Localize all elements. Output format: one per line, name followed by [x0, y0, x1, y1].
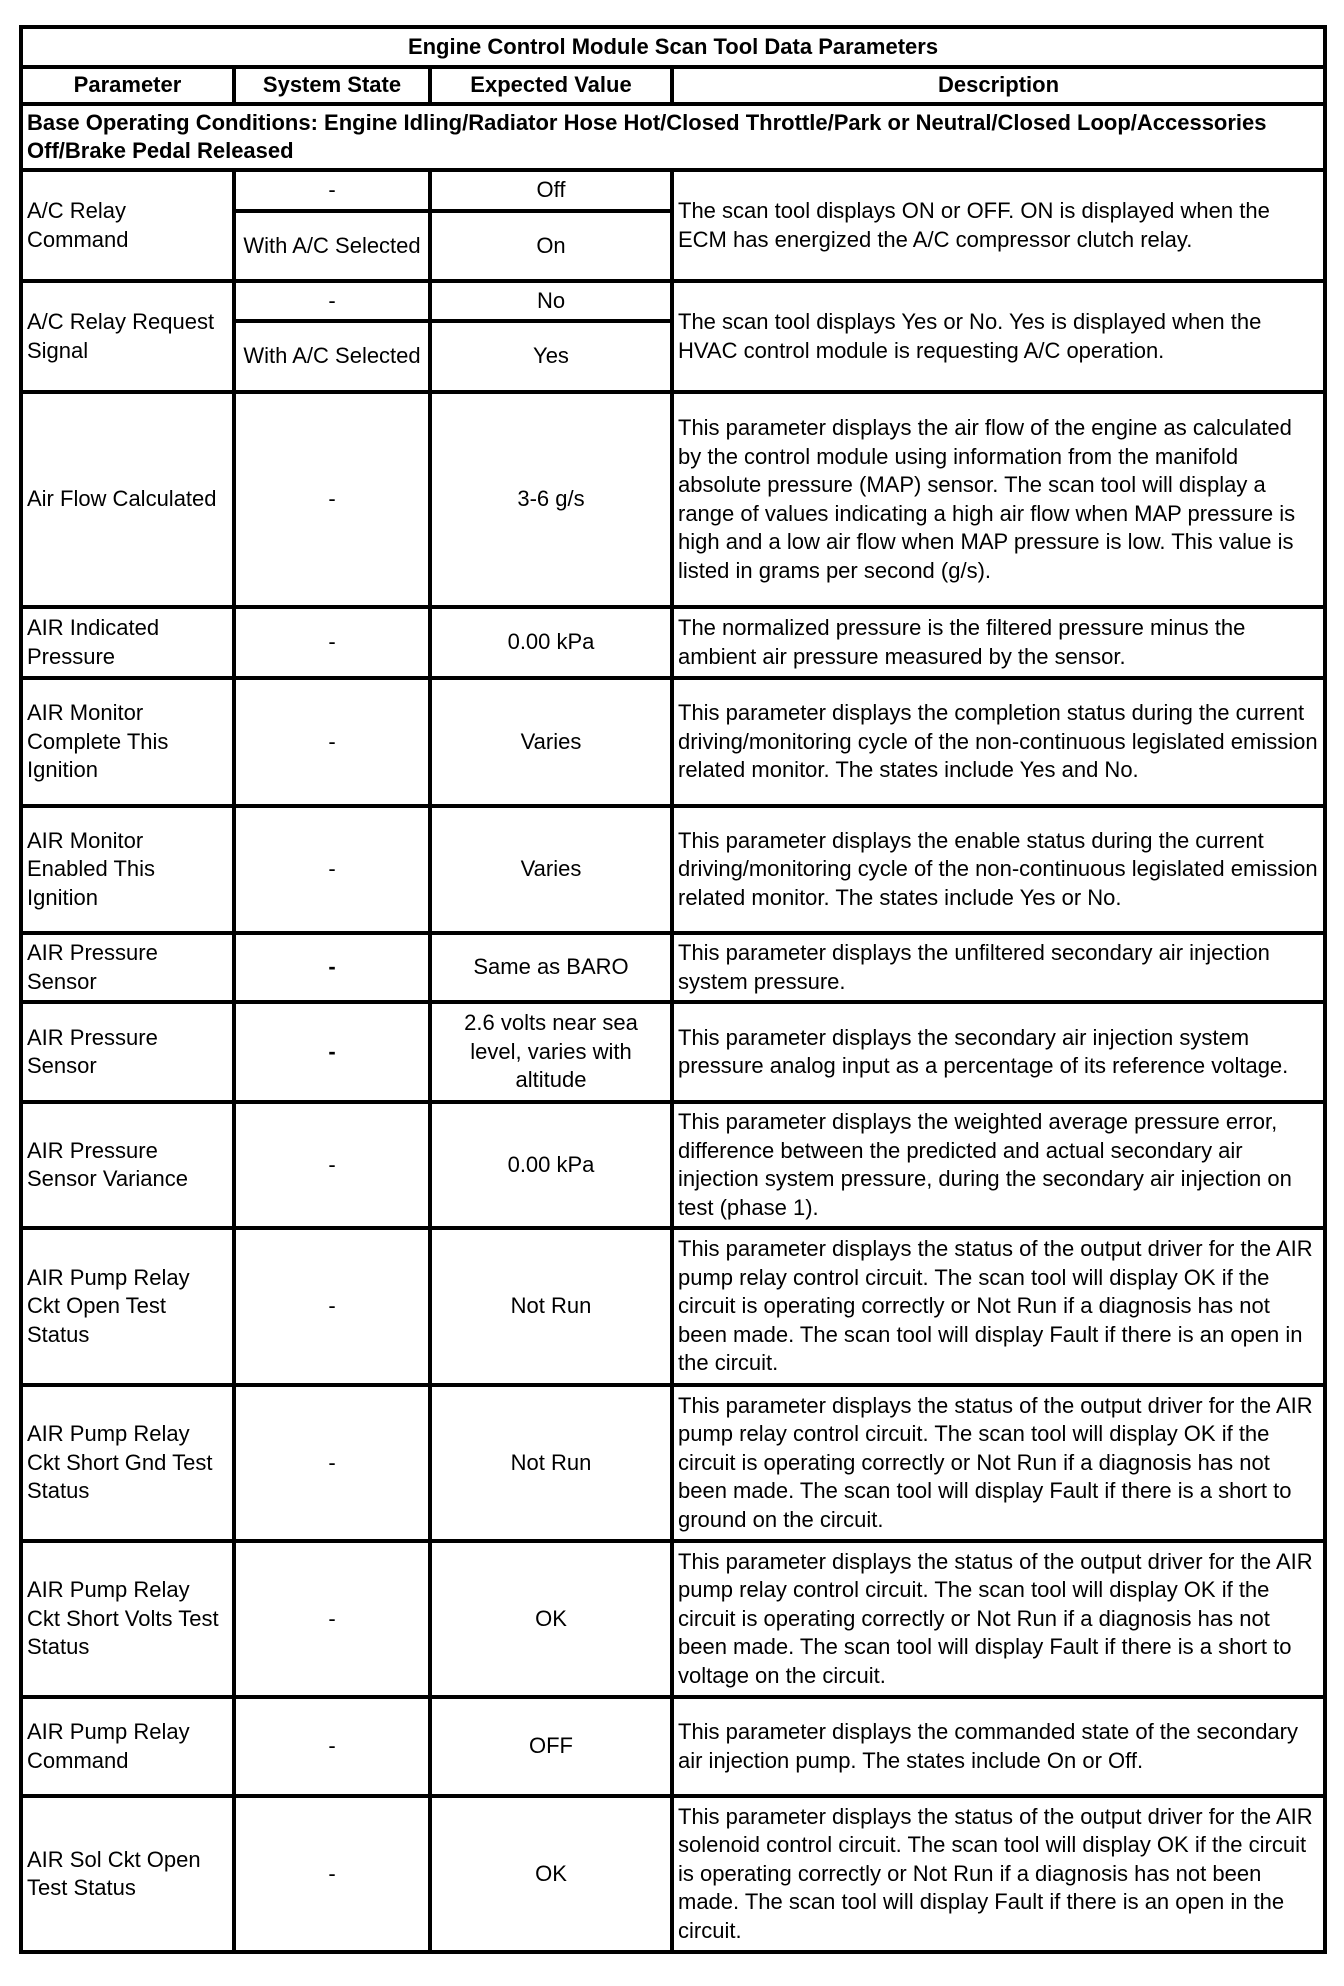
- system-state: -: [234, 1796, 430, 1952]
- expected-value: Same as BARO: [430, 933, 672, 1002]
- system-state: With A/C Selected: [234, 211, 430, 281]
- description: This parameter displays the status of the output driver for the AIR pump relay control circuit. The scan tool will display OK if the circuit is operating correctly or Not Run if a diagnosis has not been made. The scan tool will display Fault if there is a short to ground on the circuit.: [672, 1385, 1325, 1541]
- table-header-row: [21, 67, 1325, 104]
- expected-value: OFF: [430, 1697, 672, 1796]
- system-state: -: [234, 933, 430, 1002]
- parameter-name: Air Flow Calculated: [21, 392, 234, 607]
- description: This parameter displays the secondary air injection system pressure analog input as a percentage of its reference voltage.: [672, 1002, 1325, 1102]
- expected-value: Not Run: [430, 1228, 672, 1385]
- description: This parameter displays the commanded state of the secondary air injection pump. The states include On or Off.: [672, 1697, 1325, 1796]
- system-state: -: [234, 170, 430, 211]
- system-state: -: [234, 281, 430, 321]
- expected-value: Varies: [430, 806, 672, 933]
- parameter-name: AIR Pressure Sensor: [21, 1002, 234, 1102]
- system-state: With A/C Selected: [234, 321, 430, 392]
- description: The scan tool displays Yes or No. Yes is displayed when the HVAC control module is requesting A/C operation.: [672, 281, 1325, 392]
- base-conditions: Base Operating Conditions: Engine Idling/Radiator Hose Hot/Closed Throttle/Park or Neutral/Closed Loop/Accessories Off/Brake Pedal Released: [21, 104, 1325, 170]
- table-row: [21, 1385, 1325, 1541]
- scan-tool-data-table: [19, 25, 1327, 1954]
- expected-value: Not Run: [430, 1385, 672, 1541]
- description: This parameter displays the enable status during the current driving/monitoring cycle of the non-continuous legislated emission related monitor. The states include Yes or No.: [672, 806, 1325, 933]
- parameter-name: AIR Pressure Sensor Variance: [21, 1102, 234, 1228]
- expected-value: 3-6 g/s: [430, 392, 672, 607]
- description: This parameter displays the completion status during the current driving/monitoring cycle of the non-continuous legislated emission related monitor. The states include Yes and No.: [672, 678, 1325, 806]
- system-state: -: [234, 607, 430, 678]
- expected-value: 2.6 volts near sea level, varies with altitude: [430, 1002, 672, 1102]
- system-state: -: [234, 392, 430, 607]
- table-row: [21, 1697, 1325, 1796]
- system-state: -: [234, 1002, 430, 1102]
- base-conditions-row: [21, 104, 1325, 170]
- system-state: -: [234, 1102, 430, 1228]
- expected-value: OK: [430, 1541, 672, 1697]
- table-title: Engine Control Module Scan Tool Data Parameters: [21, 27, 1325, 67]
- column-header-description: Description: [672, 67, 1325, 104]
- table-row: [21, 1796, 1325, 1952]
- system-state: -: [234, 1228, 430, 1385]
- table-row: [21, 281, 1325, 321]
- description: This parameter displays the weighted average pressure error, difference between the predicted and actual secondary air injection system pressure, during the secondary air injection on test (phase 1).: [672, 1102, 1325, 1228]
- table-row: [21, 1002, 1325, 1102]
- system-state: -: [234, 1385, 430, 1541]
- column-header-expected-value: Expected Value: [430, 67, 672, 104]
- description: This parameter displays the status of the output driver for the AIR pump relay control circuit. The scan tool will display OK if the circuit is operating correctly or Not Run if a diagnosis has not been made. The scan tool will display Fault if there is an open in the circuit.: [672, 1228, 1325, 1385]
- table-row: [21, 1228, 1325, 1385]
- parameter-name: AIR Sol Ckt Open Test Status: [21, 1796, 234, 1952]
- expected-value: 0.00 kPa: [430, 1102, 672, 1228]
- column-header-system-state: System State: [234, 67, 430, 104]
- description: The scan tool displays ON or OFF. ON is displayed when the ECM has energized the A/C compressor clutch relay.: [672, 170, 1325, 281]
- description: This parameter displays the status of the output driver for the AIR solenoid control circuit. The scan tool will display OK if the circuit is operating correctly or Not Run if a diagnosis has not been made. The scan tool will display Fault if there is an open in the circuit.: [672, 1796, 1325, 1952]
- description: This parameter displays the status of the output driver for the AIR pump relay control circuit. The scan tool will display OK if the circuit is operating correctly or Not Run if a diagnosis has not been made. The scan tool will display Fault if there is a short to voltage on the circuit.: [672, 1541, 1325, 1697]
- table-row: [21, 392, 1325, 607]
- table-title-row: [21, 27, 1325, 67]
- expected-value: OK: [430, 1796, 672, 1952]
- description: The normalized pressure is the filtered pressure minus the ambient air pressure measured by the sensor.: [672, 607, 1325, 678]
- table-row: [21, 806, 1325, 933]
- parameter-name: AIR Pump Relay Ckt Open Test Status: [21, 1228, 234, 1385]
- expected-value: No: [430, 281, 672, 321]
- table-row: [21, 933, 1325, 1002]
- expected-value: On: [430, 211, 672, 281]
- table-row: [21, 170, 1325, 211]
- parameter-name: AIR Indicated Pressure: [21, 607, 234, 678]
- table-row: [21, 607, 1325, 678]
- parameter-name: AIR Monitor Complete This Ignition: [21, 678, 234, 806]
- expected-value: Yes: [430, 321, 672, 392]
- parameter-name: AIR Pump Relay Command: [21, 1697, 234, 1796]
- table-row: [21, 1541, 1325, 1697]
- column-header-parameter: Parameter: [21, 67, 234, 104]
- description: This parameter displays the unfiltered secondary air injection system pressure.: [672, 933, 1325, 1002]
- system-state: -: [234, 1697, 430, 1796]
- parameter-name: AIR Pressure Sensor: [21, 933, 234, 1002]
- system-state: -: [234, 1541, 430, 1697]
- parameter-name: AIR Monitor Enabled This Ignition: [21, 806, 234, 933]
- parameter-name: A/C Relay Request Signal: [21, 281, 234, 392]
- parameter-name: A/C Relay Command: [21, 170, 234, 281]
- expected-value: Off: [430, 170, 672, 211]
- parameter-name: AIR Pump Relay Ckt Short Volts Test Status: [21, 1541, 234, 1697]
- description: This parameter displays the air flow of the engine as calculated by the control module using information from the manifold absolute pressure (MAP) sensor. The scan tool will display a range of values indicating a high air flow when MAP pressure is high and a low air flow when MAP pressure is low. This value is listed in grams per second (g/s).: [672, 392, 1325, 607]
- expected-value: Varies: [430, 678, 672, 806]
- expected-value: 0.00 kPa: [430, 607, 672, 678]
- table-row: [21, 1102, 1325, 1228]
- system-state: -: [234, 678, 430, 806]
- system-state: -: [234, 806, 430, 933]
- parameter-name: AIR Pump Relay Ckt Short Gnd Test Status: [21, 1385, 234, 1541]
- table-row: [21, 678, 1325, 806]
